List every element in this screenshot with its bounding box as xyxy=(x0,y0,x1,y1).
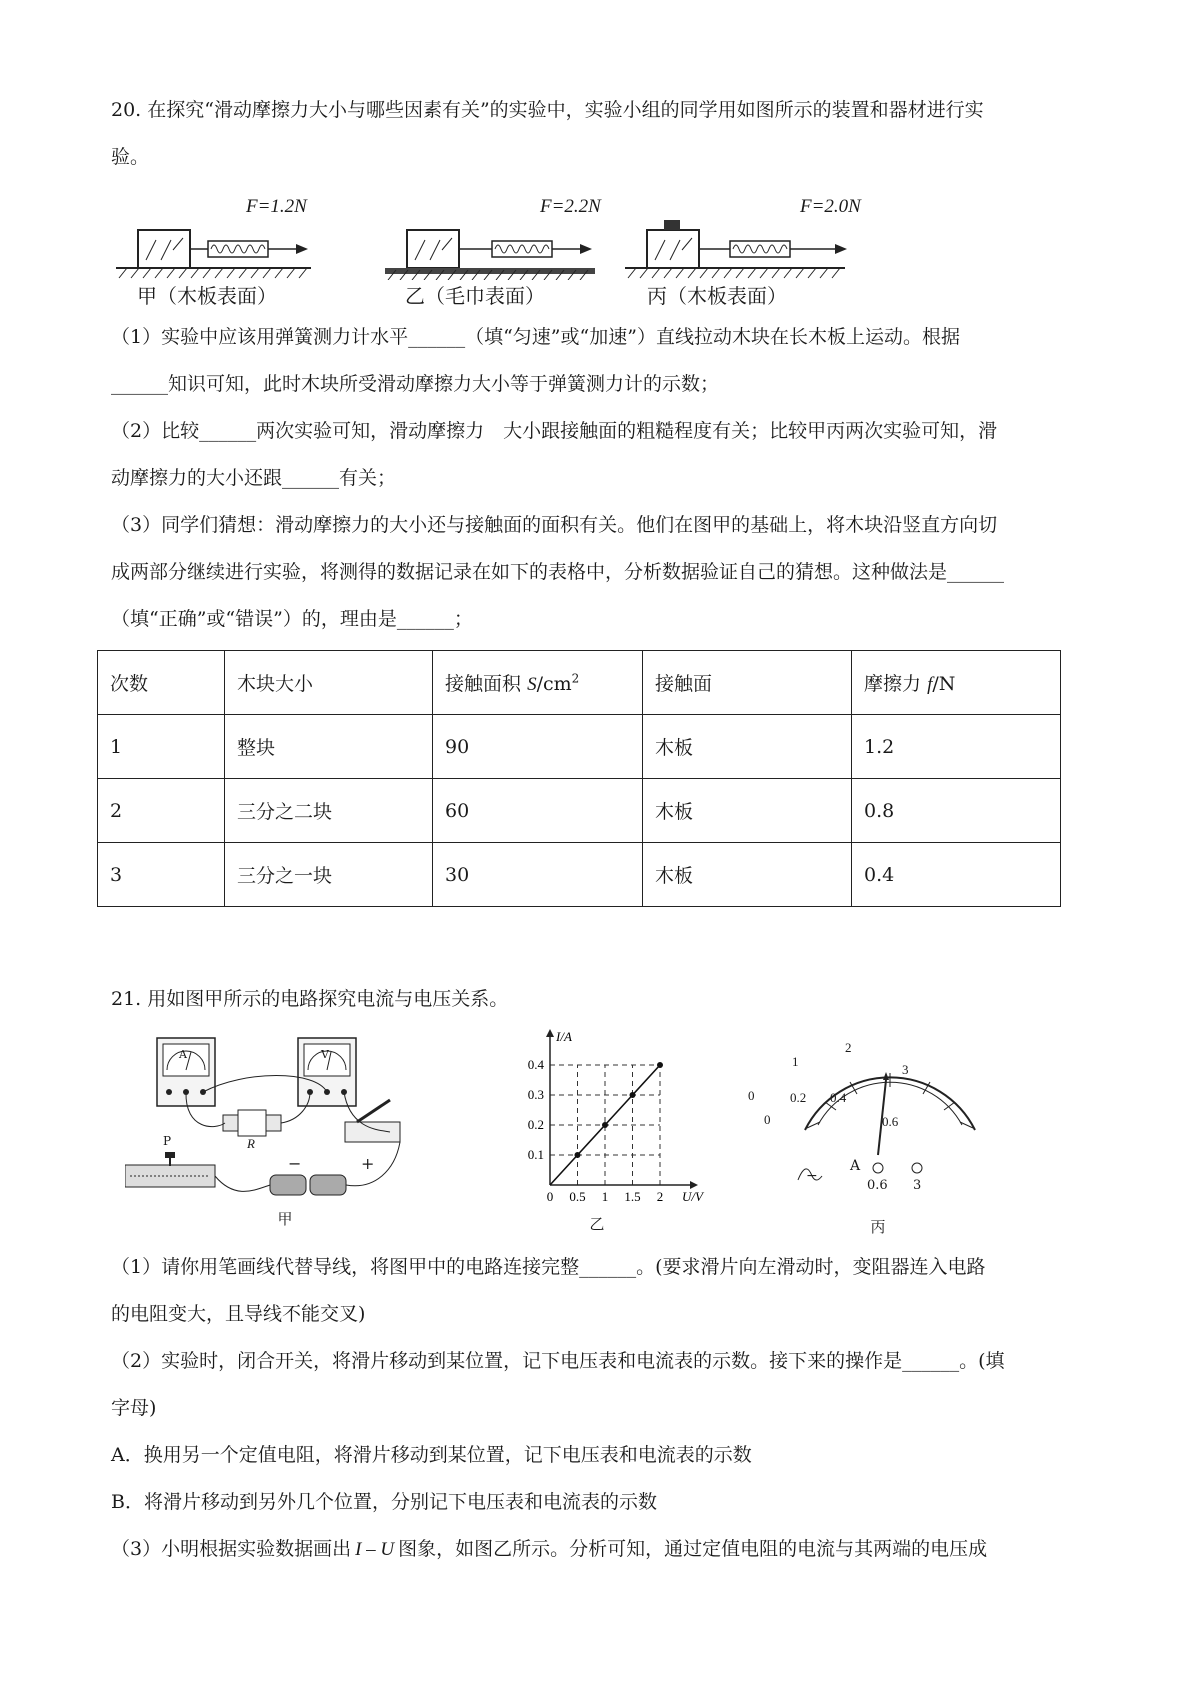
friction-figure-jia xyxy=(111,198,341,308)
dial-terminal-minus: − xyxy=(806,1168,818,1184)
table-row xyxy=(98,843,1061,907)
battery-minus-label: − xyxy=(288,1154,302,1173)
table-header-cell xyxy=(433,651,643,715)
slider-label: P xyxy=(163,1134,172,1148)
friction-data-table xyxy=(97,650,1061,907)
caption-dial: 丙 xyxy=(870,1218,886,1236)
circuit-figure xyxy=(125,1030,455,1240)
q21-part2-line2: 字母) xyxy=(111,1397,157,1419)
q21-part1-line1: （1）请你用笔画线代替导线，将图甲中的电路连接完整______。(要求滑片向左滑动时，变阻器连入电路 xyxy=(111,1256,986,1278)
q20-part2-line2: 动摩擦力的大小还跟______有关； xyxy=(111,467,397,489)
ammeter-label: A xyxy=(179,1048,187,1061)
data-point xyxy=(575,1152,581,1158)
table-header-row xyxy=(98,651,1061,715)
data-point xyxy=(630,1092,636,1098)
table-cell: 2 xyxy=(98,779,225,843)
voltmeter-label: V xyxy=(321,1048,329,1061)
area-symbol: S xyxy=(527,674,537,695)
table-cell: 1 xyxy=(98,715,225,779)
dial-bottom-tick: 0.6 xyxy=(882,1114,899,1129)
caption-jia: 甲（木板表面） xyxy=(137,284,277,308)
table-cell: 0.8 xyxy=(852,779,1061,843)
circuit-diagram-icon xyxy=(125,1030,455,1210)
ammeter-dial-figure xyxy=(748,1040,1010,1240)
block-weight-spring-scale-icon xyxy=(620,220,880,280)
table-cell: 整块 xyxy=(225,715,433,779)
table-cell: 三分之一块 xyxy=(225,843,433,907)
force-label-bing: F=2.0N xyxy=(800,196,861,217)
force-label-jia: F=1.2N xyxy=(246,196,307,217)
dial-terminal-3: 3 xyxy=(913,1178,922,1193)
q21-part2-line1: （2）实验时，闭合开关，将滑片移动到某位置，记下电压表和电流表的示数。接下来的操作是______。(填 xyxy=(111,1350,1005,1372)
q21-option-a: A．换用另一个定值电阻，将滑片移动到某位置，记下电压表和电流表的示数 xyxy=(111,1444,752,1466)
table-cell: 1.2 xyxy=(852,715,1061,779)
iu-chart xyxy=(515,1025,735,1215)
dial-bottom-tick: 0 xyxy=(764,1112,771,1127)
caption-bing: 丙（木板表面） xyxy=(647,284,787,308)
q21-part3-var: I – U xyxy=(355,1539,395,1560)
block-spring-scale-icon xyxy=(111,220,341,280)
iu-chart-figure xyxy=(515,1025,735,1240)
friction-symbol: f xyxy=(927,674,933,695)
y-axis-label: I/A xyxy=(556,1029,572,1044)
table-cell: 0.4 xyxy=(852,843,1061,907)
dial-bottom-tick: 0.2 xyxy=(790,1090,807,1105)
x-axis-arrow xyxy=(690,1181,698,1189)
dial-top-tick: 3 xyxy=(902,1062,909,1077)
q20-part3-line3: （填“正确”或“错误”）的，理由是______； xyxy=(111,608,473,630)
friction-figure-bing xyxy=(620,198,880,308)
y-tick-label: 0.3 xyxy=(527,1087,544,1102)
table-row xyxy=(98,715,1061,779)
dial-unit-label: A xyxy=(850,1158,861,1174)
y-tick-label: 0.1 xyxy=(527,1147,544,1162)
table-header-cell: 次数 xyxy=(98,651,225,715)
table-cell: 3 xyxy=(98,843,225,907)
q20-stem-line1: 20. 在探究“滑动摩擦力大小与哪些因素有关”的实验中，实验小组的同学用如图所示的装置和器材进行实 xyxy=(111,99,984,121)
q20-part3-line1: （3）同学们猜想：滑动摩擦力的大小还与接触面的面积有关。他们在图甲的基础上，将木块沿竖直方向切 xyxy=(111,514,998,536)
dial-terminal-0.6: 0.6 xyxy=(867,1178,888,1193)
q21-part3-pre: （3）小明根据实验数据画出 xyxy=(111,1538,352,1560)
q20-part3-line2: 成两部分继续进行实验，将测得的数据记录在如下的表格中，分析数据验证自己的猜想。这种做法是______ xyxy=(111,561,1005,583)
battery-plus-label: + xyxy=(361,1154,375,1173)
dial-top-tick: 2 xyxy=(845,1040,852,1055)
table-cell: 木板 xyxy=(643,779,852,843)
x-axis-label: U/V xyxy=(682,1189,703,1204)
x-tick-label: 1.5 xyxy=(624,1189,641,1204)
y-tick-label: 0.2 xyxy=(527,1117,544,1132)
x-tick-label: 0.5 xyxy=(569,1189,586,1204)
caption-circuit: 甲 xyxy=(277,1210,293,1228)
table-row xyxy=(98,779,1061,843)
friction-header-label: 摩擦力 xyxy=(864,673,922,695)
data-point xyxy=(602,1122,608,1128)
q20-part2-line1: （2）比较______两次实验可知，滑动摩擦力 大小跟接触面的粗糙程度有关；比较甲丙两次实验可知，滑 xyxy=(111,420,998,442)
resistor-label: R xyxy=(247,1136,255,1151)
caption-chart: 乙 xyxy=(589,1215,605,1233)
table-cell: 90 xyxy=(433,715,643,779)
table-cell: 三分之二块 xyxy=(225,779,433,843)
table-header-cell xyxy=(852,651,1061,715)
table-cell: 木板 xyxy=(643,843,852,907)
y-axis-arrow xyxy=(546,1029,554,1037)
block-spring-scale-icon xyxy=(380,220,620,280)
table-cell: 木板 xyxy=(643,715,852,779)
dial-bottom-tick: 0.4 xyxy=(830,1090,847,1105)
data-point xyxy=(657,1062,663,1068)
q21-stem: 21. 用如图甲所示的电路探究电流与电压关系。 xyxy=(111,988,509,1010)
caption-yi: 乙（毛巾表面） xyxy=(405,284,545,308)
area-unit: /cm xyxy=(536,673,572,695)
q21-option-b: B．将滑片移动到另外几个位置，分别记下电压表和电流表的示数 xyxy=(111,1491,657,1513)
friction-figure-yi xyxy=(380,198,620,308)
area-header-label: 接触面积 xyxy=(445,673,522,695)
dial-top-tick: 1 xyxy=(792,1054,799,1069)
q21-part3-post: 图象，如图乙所示。分析可知，通过定值电阻的电流与其两端的电压成 xyxy=(398,1538,988,1560)
table-cell: 60 xyxy=(433,779,643,843)
q21-part3-line1 xyxy=(111,1534,987,1561)
force-label-yi: F=2.2N xyxy=(540,196,601,217)
q20-stem-line2: 验。 xyxy=(111,146,150,168)
area-exponent: 2 xyxy=(571,671,580,686)
q21-part1-line2: 的电阻变大，且导线不能交叉) xyxy=(111,1303,366,1325)
table-header-cell: 木块大小 xyxy=(225,651,433,715)
friction-unit: /N xyxy=(932,673,956,695)
table-cell: 30 xyxy=(433,843,643,907)
x-tick-label: 0 xyxy=(546,1189,554,1204)
q20-part1-line2: ______知识可知，此时木块所受滑动摩擦力大小等于弹簧测力计的示数； xyxy=(111,373,720,395)
dial-top-tick: 0 xyxy=(748,1088,755,1103)
x-tick-label: 2 xyxy=(656,1189,664,1204)
x-tick-label: 1 xyxy=(601,1189,609,1204)
table-header-cell: 接触面 xyxy=(643,651,852,715)
y-tick-label: 0.4 xyxy=(527,1057,544,1072)
q20-part1-line1: （1）实验中应该用弹簧测力计水平______（填“匀速”或“加速”）直线拉动木块在长木板上运动。根据 xyxy=(111,326,960,348)
